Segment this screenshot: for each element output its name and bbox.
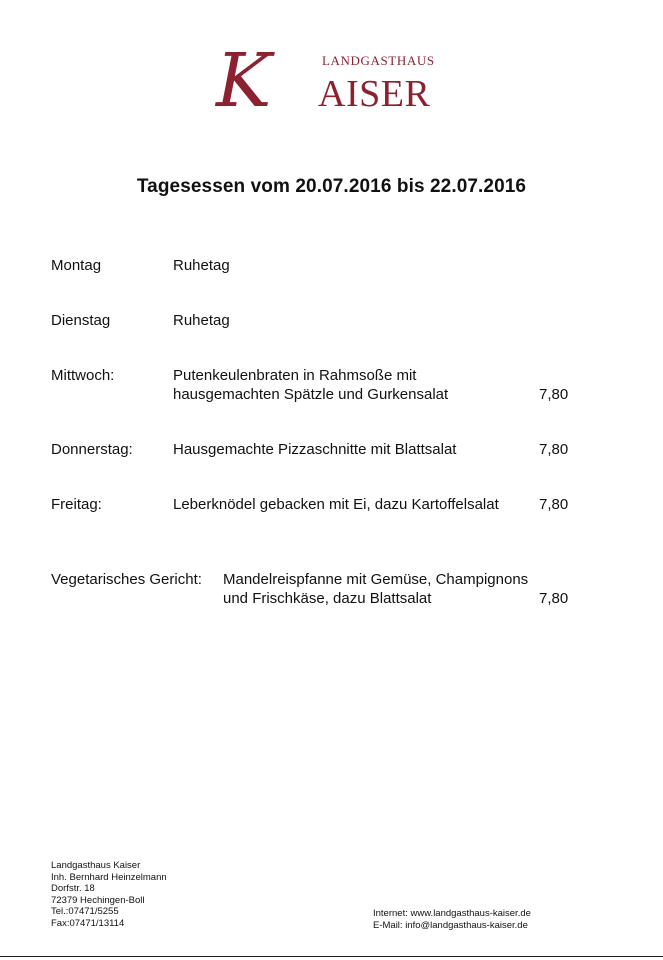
menu-price: 7,80 bbox=[539, 441, 569, 458]
logo-word-aiser: AISER bbox=[318, 73, 431, 115]
menu-dish: Mandelreispfanne mit Gemüse, Champignons bbox=[223, 571, 529, 588]
menu-day: Mittwoch: bbox=[51, 367, 115, 384]
menu-day: Dienstag bbox=[51, 312, 111, 329]
menu-dish: Ruhetag bbox=[173, 312, 230, 329]
footer-email: E-Mail: info@landgasthaus-kaiser.de bbox=[373, 919, 528, 931]
menu-day: Montag bbox=[51, 257, 102, 274]
menu-price: 7,80 bbox=[539, 386, 569, 403]
footer-owner: Inh. Bernhard Heinzelmann bbox=[51, 871, 167, 883]
logo-small-text: LANDGASTHAUS bbox=[322, 53, 435, 68]
menu-price: 7,80 bbox=[539, 590, 569, 607]
footer-contact bbox=[373, 908, 531, 931]
menu-dish-continued: hausgemachten Spätzle und Gurkensalat bbox=[173, 386, 449, 403]
footer-name: Landgasthaus Kaiser bbox=[51, 860, 141, 871]
logo-initial-k: K bbox=[216, 38, 272, 124]
footer-fax: Fax:07471/13114 bbox=[51, 917, 125, 929]
footer-tel: Tel.:07471/5255 bbox=[51, 906, 119, 918]
menu-day: Donnerstag: bbox=[51, 441, 133, 458]
page-bottom-rule bbox=[0, 956, 663, 957]
footer-internet: Internet: www.landgasthaus-kaiser.de bbox=[373, 908, 531, 919]
menu-dish: Hausgemachte Pizzaschnitte mit Blattsalat bbox=[173, 441, 457, 458]
footer-city: 72379 Hechingen-Boll bbox=[51, 894, 145, 906]
menu-dish-continued: und Frischkäse, dazu Blattsalat bbox=[223, 590, 432, 607]
menu-dish: Leberknödel gebacken mit Ei, dazu Kartoffelsalat bbox=[173, 496, 499, 513]
menu-price: 7,80 bbox=[539, 496, 569, 513]
menu-dish: Ruhetag bbox=[173, 257, 230, 274]
page-title: Tagesessen vom 20.07.2016 bis 22.07.2016 bbox=[136, 176, 527, 197]
vegetarian-label: Vegetarisches Gericht: bbox=[51, 571, 202, 588]
menu-dish: Putenkeulenbraten in Rahmsoße mit bbox=[173, 367, 417, 384]
menu-day: Freitag: bbox=[51, 496, 102, 513]
footer-street: Dorfstr. 18 bbox=[51, 883, 95, 895]
footer-address bbox=[51, 860, 167, 930]
restaurant-logo bbox=[214, 32, 444, 124]
